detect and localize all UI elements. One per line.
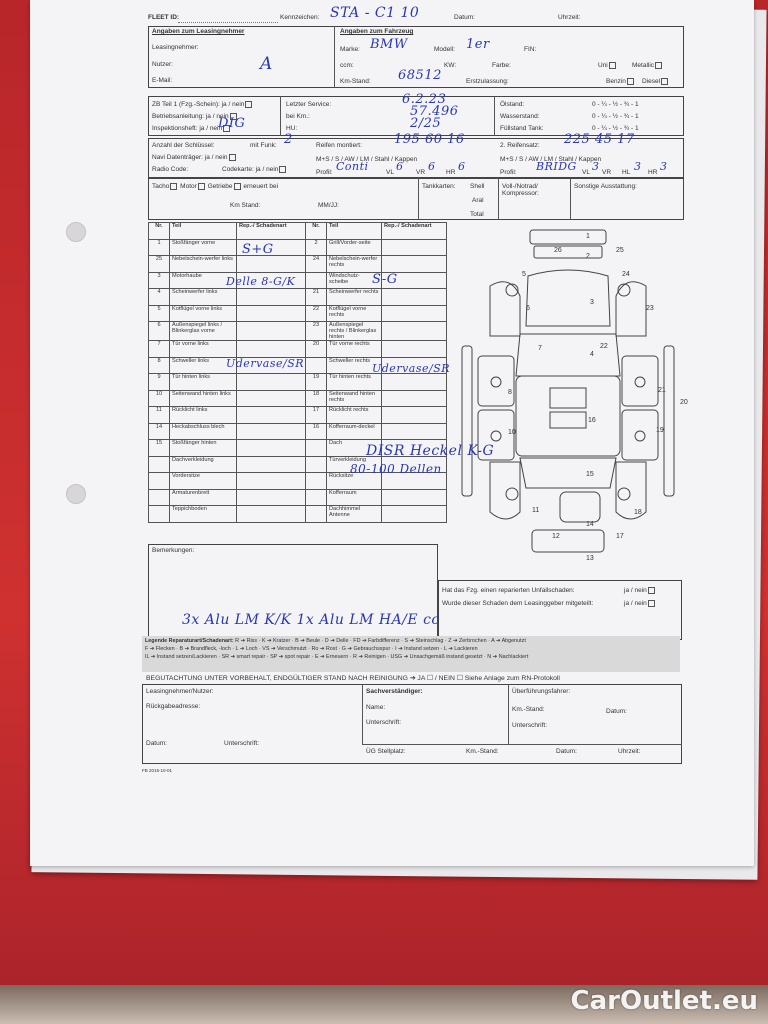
wasserstand-scale: 0 - ¼ - ½ - ¾ - 1 <box>592 113 639 120</box>
parts-table-row <box>149 489 447 506</box>
ccm-label: ccm: <box>340 62 354 69</box>
remarks-label: Bemerkungen: <box>152 547 195 554</box>
remarks-handwritten: 3x Alu LM K/K 1x Alu LM HA/E cc <box>182 612 440 628</box>
diagram-front-bumper <box>530 230 606 244</box>
diagram-num-17: 17 <box>616 533 624 540</box>
reifen-zwei-label: 2. Reifensatz: <box>500 142 540 149</box>
tank-scale: 0 - ¼ - ½ - ¾ - 1 <box>592 125 639 132</box>
diagram-num-1: 1 <box>586 233 590 240</box>
part-cell <box>306 440 327 457</box>
diagram-left-front-door <box>478 356 514 406</box>
part-cell <box>306 456 327 473</box>
wheel-mid-left-2 <box>491 431 501 441</box>
divider <box>508 684 509 744</box>
begutachtung-text: BEGUTACHTUNG UNTER VORBEHALT, ENDGÜLTIGER STAND NACH REINIGUNG ➔ JA ☐ / NEIN ☐ Siehe Anlage zum RN-Protokoll <box>146 675 560 682</box>
reifen-zwei-value: 225 45 17 <box>564 132 635 147</box>
parts-header-cell: Teil <box>170 223 237 240</box>
damage-cell <box>237 506 306 523</box>
part-cell: Stoßfänger vorne <box>170 239 237 256</box>
diagram-num-26: 26 <box>554 247 562 254</box>
diagram-right-rear-door <box>622 410 658 460</box>
part-cell: Grill/Vorder-seite <box>327 239 382 256</box>
fleet-id-line <box>178 22 278 23</box>
parts-table-row <box>149 390 447 407</box>
datum-sign-2-label: Datum: <box>606 708 627 715</box>
damage-cell <box>237 305 306 322</box>
vr-value-1: 6 <box>428 160 436 173</box>
part-cell <box>149 456 170 473</box>
part-cell: Kotflügel vorne links <box>170 305 237 322</box>
leasing-question: Wurde dieser Schaden dem Leasinggeber mitgeteilt: <box>442 600 594 607</box>
part-cell: 9 <box>149 374 170 391</box>
marke-value: BMW <box>370 37 408 52</box>
hr-value-2: 3 <box>660 160 668 173</box>
part-cell <box>306 272 327 289</box>
part-cell: Windschutz-scheibe <box>327 272 382 289</box>
kmstand-label: Km-Stand: <box>340 78 371 85</box>
hr-value-1: 6 <box>458 160 466 173</box>
part-cell: 3 <box>149 272 170 289</box>
total-label: Total <box>470 211 484 218</box>
diagram-num-8: 8 <box>508 389 512 396</box>
part-cell <box>149 489 170 506</box>
parts-table-row <box>149 506 447 523</box>
part-cell: Seitenwand hinten rechts <box>327 390 382 407</box>
part-cell: 7 <box>149 341 170 358</box>
diagram-roof-panel <box>550 388 586 408</box>
benzin-label: Benzin <box>606 78 635 85</box>
part-cell: 22 <box>306 305 327 322</box>
hand-note-3: Delle 8-G/K <box>226 275 296 288</box>
part-cell: Dach <box>327 440 382 457</box>
divider <box>334 26 335 88</box>
divider <box>494 96 495 136</box>
diagram-rear <box>560 492 600 522</box>
parts-header-cell: Rep.-/ Schadenart <box>382 223 447 240</box>
letzter-service-value: 6.2.23 <box>402 92 447 107</box>
part-cell: 16 <box>306 423 327 440</box>
uhrzeit-label: Uhrzeit: <box>558 14 581 21</box>
wheel-mid-right-2 <box>635 431 645 441</box>
oelstand-scale: 0 - ¼ - ½ - ¾ - 1 <box>592 101 639 108</box>
navi-label: Navi Datenträger: ja / nein <box>152 154 237 161</box>
diagram-num-19: 19 <box>656 427 664 434</box>
diagram-num-15: 15 <box>586 471 594 478</box>
diagram-num-20: 20 <box>680 399 688 406</box>
kennzeichen-value: STA - C1 10 <box>330 5 420 21</box>
leasing-section-title: Angaben zum Leasingnehmer <box>152 28 245 35</box>
diagram-num-3: 3 <box>590 299 594 306</box>
part-cell: Scheinwerfer links <box>170 289 237 306</box>
part-cell: Vordersitze <box>170 473 237 490</box>
part-cell: Dachverkleidung <box>170 456 237 473</box>
hand-note-16: DISR Heckel K-G <box>366 443 495 459</box>
diagram-roof-panel-2 <box>550 412 586 428</box>
schluessel-label: Anzahl der Schlüssel: <box>152 142 215 149</box>
inspection-form <box>30 0 754 866</box>
inspektion-value: DIG <box>218 116 246 131</box>
divider <box>362 744 682 745</box>
betrieb-label: Betriebsanleitung: ja / nein <box>152 113 238 120</box>
part-cell: Motorhaube <box>170 272 237 289</box>
damage-cell <box>382 374 447 391</box>
diagram-num-21: 21 <box>658 387 666 394</box>
footer-code: FB 2015-10-01 <box>142 768 173 773</box>
damage-cell <box>382 506 447 523</box>
diagram-windshield <box>516 334 620 376</box>
fahrer-unterschrift-label: Unterschrift: <box>512 722 548 729</box>
parts-table-row <box>149 423 447 440</box>
part-cell: 20 <box>306 341 327 358</box>
km-stand-sign-label: Km.-Stand: <box>512 706 545 713</box>
mit-funk-label: mit Funk: <box>250 142 277 149</box>
damage-cell <box>237 407 306 424</box>
punch-hole <box>66 484 86 504</box>
erstzulassung-label: Erstzulassung: <box>466 78 509 85</box>
damage-cell <box>237 390 306 407</box>
profil-value-1: Conti <box>336 160 369 173</box>
ueberfuehrungsfahrer-label: Überführungsfahrer: <box>512 688 571 695</box>
legend-line-3: IL ➔ Instand setzen/Lackieren · SR ➔ smart repair · SP ➔ spot repair · E ➔ Erneuern · R ➔ Reinigen · USG ➔ Unsachgemäß instand gesetzt · N ➔ Nachlackiert <box>145 654 529 660</box>
leasingnehmer-label: Leasingnehmer: <box>152 44 199 51</box>
vl-value-1: 6 <box>396 160 404 173</box>
damage-cell <box>237 456 306 473</box>
hand-note-windschutz: S-G <box>372 272 398 287</box>
damage-cell <box>237 256 306 273</box>
damage-cell <box>237 440 306 457</box>
part-cell: Stoßfänger hinten <box>170 440 237 457</box>
ug-stellplatz-label: ÜG Stellplatz: <box>366 748 406 755</box>
parts-table-row <box>149 374 447 391</box>
damage-cell <box>382 407 447 424</box>
part-cell: Außenspiegel links / Blinkerglas vorne <box>170 322 237 341</box>
diagram-num-10: 10 <box>508 429 516 436</box>
part-cell: Rücksitze <box>327 473 382 490</box>
diagram-num-14: 14 <box>586 521 594 528</box>
diagram-right-front-door <box>622 356 658 406</box>
part-cell: Heckabschluss blech <box>170 423 237 440</box>
oelstand-label: Ölstand: <box>500 101 525 108</box>
radio-label: Radio Code: <box>152 166 189 173</box>
tank-label: Füllstand Tank: <box>500 125 544 132</box>
part-cell <box>306 489 327 506</box>
email-label: E-Mail: <box>152 77 173 84</box>
part-cell: Kofferraum <box>327 489 382 506</box>
parts-table-row <box>149 256 447 273</box>
season-labels-1: M+S / S / AW / LM / Stahl / Kappen <box>316 156 418 163</box>
parts-header-cell: Nr. <box>306 223 327 240</box>
wheel-rear-right <box>618 488 630 500</box>
diagram-num-6: 6 <box>526 305 530 312</box>
tacho-motor-getriebe: Tacho Motor Getriebe erneuert bei <box>152 183 279 191</box>
modell-value: 1er <box>466 37 490 52</box>
fahrzeug-section-title: Angaben zum Fahrzeug <box>340 28 414 35</box>
part-cell: 1 <box>149 239 170 256</box>
part-cell <box>306 506 327 523</box>
profil-value-2: BRIDG <box>536 160 577 173</box>
hand-note-1: S+G <box>242 242 274 257</box>
part-cell: Teppichboden <box>170 506 237 523</box>
part-cell: Seitenwand hinten links <box>170 390 237 407</box>
damage-cell <box>237 374 306 391</box>
damage-cell <box>237 489 306 506</box>
diagram-num-4: 4 <box>590 351 594 358</box>
hu-value: 2/25 <box>410 116 442 131</box>
codekarte-label: Codekarte: ja / nein <box>222 166 287 173</box>
part-cell: 25 <box>149 256 170 273</box>
tankkarten-label: Tankkarten: <box>422 183 456 190</box>
diagram-num-5: 5 <box>522 271 526 278</box>
farbe-label: Farbe: <box>492 62 511 69</box>
sv-name-label: Name: <box>366 704 386 711</box>
nutzer-value: A <box>260 54 273 74</box>
diesel-label: Diesel <box>642 78 669 85</box>
shell-label: Shell <box>470 183 485 190</box>
legend-line-2: F ➔ Flecken · B ➔ Brandfleck, -loch · L ➔ Loch · VS ➔ Verschmutzt · Ro ➔ Rost · G ➔ Gebrauchsspur · I ➔ Instand setzen · L ➔ Lackieren <box>145 646 478 652</box>
part-cell: Rücklicht links <box>170 407 237 424</box>
car-damage-diagram <box>450 226 686 574</box>
modell-label: Modell: <box>434 46 455 53</box>
part-cell: Tür vorne links <box>170 341 237 358</box>
parts-table-row <box>149 239 447 256</box>
part-cell: 15 <box>149 440 170 457</box>
part-cell: Türverkleidung <box>327 456 382 473</box>
diagram-left-sill <box>462 346 472 496</box>
parts-header-cell: Teil <box>327 223 382 240</box>
part-cell <box>149 506 170 523</box>
diagram-num-22: 22 <box>600 343 608 350</box>
part-cell: Nebelschein-werfer rechts <box>327 256 382 273</box>
hand-note-7: Udervase/SR <box>226 357 305 370</box>
damage-cell <box>382 289 447 306</box>
parts-header-cell: Nr. <box>149 223 170 240</box>
hl-value-2: 3 <box>634 160 642 173</box>
hr-label-1: HR <box>446 169 456 176</box>
divider <box>498 178 499 220</box>
part-cell: Dachhimmel Antenne <box>327 506 382 523</box>
part-cell: Tür vorne rechts <box>327 341 382 358</box>
aral-label: Aral <box>472 197 484 204</box>
divider <box>418 178 419 220</box>
bei-km-label: bei Km.: <box>286 113 310 120</box>
hu-label: HU: <box>286 125 298 132</box>
part-cell: 23 <box>306 322 327 341</box>
diagram-num-24: 24 <box>622 271 630 278</box>
diagram-right-front-fender <box>616 282 646 336</box>
season-labels-2: M+S / S / AW / LM / Stahl / Kappen <box>500 156 602 163</box>
hl-label-2: HL <box>622 169 631 176</box>
diagram-num-7: 7 <box>538 345 542 352</box>
divider <box>362 684 363 744</box>
part-cell: 8 <box>149 357 170 374</box>
parts-table-row <box>149 341 447 358</box>
ug-uhrzeit-label: Uhrzeit: <box>618 748 641 755</box>
damage-legend <box>142 636 680 672</box>
damage-cell <box>237 473 306 490</box>
parts-table-header <box>149 223 447 240</box>
uni-label: Uni <box>598 62 617 69</box>
damage-cell <box>237 341 306 358</box>
sachverstaendiger-label: Sachverständiger: <box>366 688 423 695</box>
part-cell: Schweller rechts <box>327 357 382 374</box>
sonstige-label: Sonstige Ausstattung: <box>574 183 637 190</box>
letzter-service-label: Letzter Service: <box>286 101 332 108</box>
watermark-logo: CarOutlet.eu <box>570 986 758 1016</box>
datum-label: Datum: <box>454 14 475 21</box>
damage-cell <box>382 256 447 273</box>
mit-funk-value: 2 <box>284 132 293 147</box>
unfall-ja-nein: ja / nein <box>624 587 656 594</box>
damage-cell <box>382 423 447 440</box>
part-cell: Rücklicht rechts <box>327 407 382 424</box>
fin-label: FIN: <box>524 46 537 53</box>
leasing-ja-nein: ja / nein <box>624 600 656 607</box>
hand-note-20: Udervase/SR <box>372 362 451 375</box>
damage-cell <box>382 239 447 256</box>
part-cell: 10 <box>149 390 170 407</box>
hr-label-2: HR <box>648 169 658 176</box>
parts-table-row <box>149 289 447 306</box>
diagram-num-16: 16 <box>588 417 596 424</box>
unfall-question: Hat das Fzg. einen reparierten Unfallschaden: <box>442 587 575 594</box>
reifen-montiert-label: Reifen montiert: <box>316 142 362 149</box>
part-cell: 18 <box>306 390 327 407</box>
mmjj-label: MM/JJ: <box>318 202 339 209</box>
wheel-rear-left <box>506 488 518 500</box>
parts-header-cell: Rep.-/ Schadenart <box>237 223 306 240</box>
ug-datum-label: Datum: <box>556 748 577 755</box>
legend-title: Legende Reparaturart/Schadenart: R ➔ Riss · K ➔ Kratzer · B ➔ Beule · D ➔ Delle · FD ➔ Farbdifferenz · S ➔ Steinschlag · Z ➔ Zerbrochen · A ➔ Abgenutzt <box>145 638 526 644</box>
part-cell: Nebelschein-werfer links <box>170 256 237 273</box>
kennzeichen-label: Kennzeichen: <box>280 14 320 21</box>
part-cell: 17 <box>306 407 327 424</box>
damage-cell <box>382 489 447 506</box>
vr-label-1: VR <box>416 169 426 176</box>
zb-label: ZB Teil 1 (Fzg.-Schein): ja / nein <box>152 101 253 108</box>
punch-hole <box>66 222 86 242</box>
damage-cell <box>382 322 447 341</box>
part-cell: 11 <box>149 407 170 424</box>
damage-cell <box>382 341 447 358</box>
vr-label-2: VR <box>602 169 612 176</box>
leasingnehmer-nutzer-label: Leasingnehmer/Nutzer: <box>146 688 214 695</box>
diagram-num-11: 11 <box>532 507 540 514</box>
part-cell: 24 <box>306 256 327 273</box>
profil-label-2: Profil: <box>500 169 517 176</box>
diagram-left-rear-panel <box>490 462 520 519</box>
part-cell <box>306 473 327 490</box>
diagram-rear-bumper <box>532 530 604 552</box>
divider <box>570 178 571 220</box>
damage-cell <box>237 423 306 440</box>
part-cell: Kofferraum-deckel <box>327 423 382 440</box>
diagram-num-13: 13 <box>586 555 594 562</box>
part-cell: Tür hinten rechts <box>327 374 382 391</box>
hand-note-dach: 80-100 Dellen <box>350 462 442 476</box>
part-cell: 14 <box>149 423 170 440</box>
reifen-montiert-value: 195 60 16 <box>394 132 465 147</box>
part-cell: 2 <box>306 239 327 256</box>
metallic-label: Metallic <box>632 62 663 69</box>
part-cell: 19 <box>306 374 327 391</box>
unterschrift-label: Unterschrift: <box>224 740 260 747</box>
bei-km-value: 57.496 <box>410 104 459 119</box>
ug-km-stand-label: Km.-Stand: <box>466 748 499 755</box>
part-cell: Schweller links <box>170 357 237 374</box>
rueckgabeadresse-label: Rückgabeadresse: <box>146 703 201 710</box>
part-cell: Scheinwerfer rechts <box>327 289 382 306</box>
diagram-hood <box>526 270 610 326</box>
part-cell: Armaturenbrett <box>170 489 237 506</box>
kmstand-value: 68512 <box>398 68 442 83</box>
datum-sign-label: Datum: <box>146 740 167 747</box>
part-cell: 21 <box>306 289 327 306</box>
part-cell: Tür hinten links <box>170 374 237 391</box>
diagram-num-18: 18 <box>634 509 642 516</box>
marke-label: Marke: <box>340 46 360 53</box>
damage-cell <box>237 322 306 341</box>
part-cell: 4 <box>149 289 170 306</box>
vl-value-2: 3 <box>592 160 600 173</box>
diagram-grill <box>534 246 602 258</box>
nutzer-label: Nutzer: <box>152 61 173 68</box>
diagram-num-23: 23 <box>646 305 654 312</box>
part-cell: 5 <box>149 305 170 322</box>
km-stand-label: Km Stand: <box>230 202 261 209</box>
wasserstand-label: Wasserstand: <box>500 113 540 120</box>
parts-table-row <box>149 272 447 289</box>
parts-table-row <box>149 322 447 341</box>
damage-cell <box>382 305 447 322</box>
diagram-num-12: 12 <box>552 533 560 540</box>
part-cell: 6 <box>149 322 170 341</box>
part-cell: Kotflügel vorne rechts <box>327 305 382 322</box>
diagram-num-25: 25 <box>616 247 624 254</box>
damage-cell <box>237 289 306 306</box>
profil-label-1: Profil: <box>316 169 333 176</box>
parts-table-row <box>149 305 447 322</box>
part-cell <box>306 357 327 374</box>
fleet-id-label: FLEET ID: <box>148 14 180 21</box>
part-cell: Außenspiegel rechts / Blinkerglas hinten <box>327 322 382 341</box>
wheel-mid-right <box>635 377 645 387</box>
diagram-num-2: 2 <box>586 253 590 260</box>
diagram-left-front-fender <box>490 282 520 336</box>
wheel-mid-left <box>491 377 501 387</box>
vollnotrad-label: Voll-/Notrad/ Kompressor: <box>502 183 539 197</box>
divider <box>280 96 281 136</box>
signature-box <box>142 684 682 764</box>
diagram-trunk <box>520 458 616 488</box>
part-cell <box>149 473 170 490</box>
diagram-right-sill <box>664 346 674 496</box>
sv-unterschrift-label: Unterschrift: <box>366 719 402 726</box>
parts-table-row <box>149 407 447 424</box>
damage-cell <box>382 390 447 407</box>
vl-label-1: VL <box>386 169 394 176</box>
vl-label-2: VL <box>582 169 590 176</box>
kw-label: KW: <box>444 62 457 69</box>
inspektion-label: Inspektionsheft: ja / nein <box>152 125 231 132</box>
